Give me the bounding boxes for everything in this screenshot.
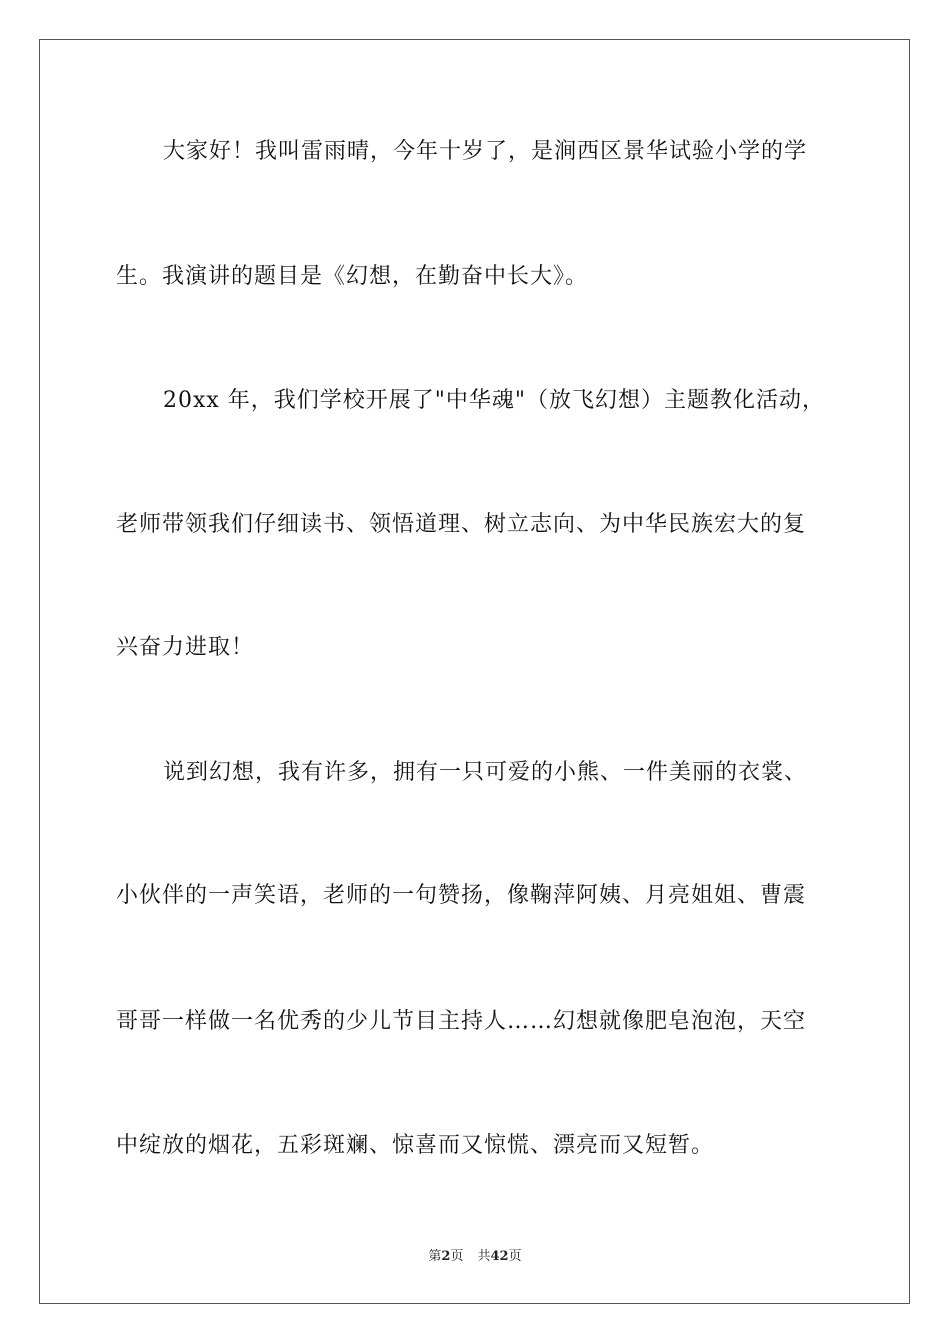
- paragraph-1-line-1: 大家好！我叫雷雨晴，今年十岁了，是涧西区景华试验小学的学: [163, 139, 808, 164]
- page-border: [39, 39, 910, 1304]
- page-number: 2: [441, 1249, 451, 1264]
- paragraph-2-line-3: 兴奋力进取！: [116, 635, 255, 660]
- page-suffix: 页: [450, 1249, 464, 1264]
- paragraph-2-line-2: 老师带领我们仔细读书、领悟道理、树立志向、为中华民族宏大的复: [116, 512, 807, 537]
- page-footer: [0, 1248, 950, 1266]
- paragraph-2-line-1: 20xx 年，我们学校开展了"中华魂"（放飞幻想）主题教化活动，: [163, 388, 826, 413]
- total-pages: 42: [490, 1249, 509, 1264]
- paragraph-1-line-2: 生。我演讲的题目是《幻想，在勤奋中长大》。: [116, 264, 589, 289]
- paragraph-3-line-1: 说到幻想，我有许多，拥有一只可爱的小熊、一件美丽的衣裳、: [163, 760, 808, 785]
- paragraph-3-line-4: 中绽放的烟花，五彩斑斓、惊喜而又惊慌、漂亮而又短暂。: [116, 1133, 715, 1158]
- paragraph-3-line-3: 哥哥一样做一名优秀的少儿节目主持人……幻想就像肥皂泡泡，天空: [116, 1009, 807, 1034]
- total-suffix: 页: [508, 1249, 522, 1264]
- paragraph-3-line-2: 小伙伴的一声笑语，老师的一句赞扬，像鞠萍阿姨、月亮姐姐、曹震: [116, 883, 807, 908]
- page-prefix: 第: [428, 1249, 442, 1264]
- total-prefix: 共: [477, 1249, 491, 1264]
